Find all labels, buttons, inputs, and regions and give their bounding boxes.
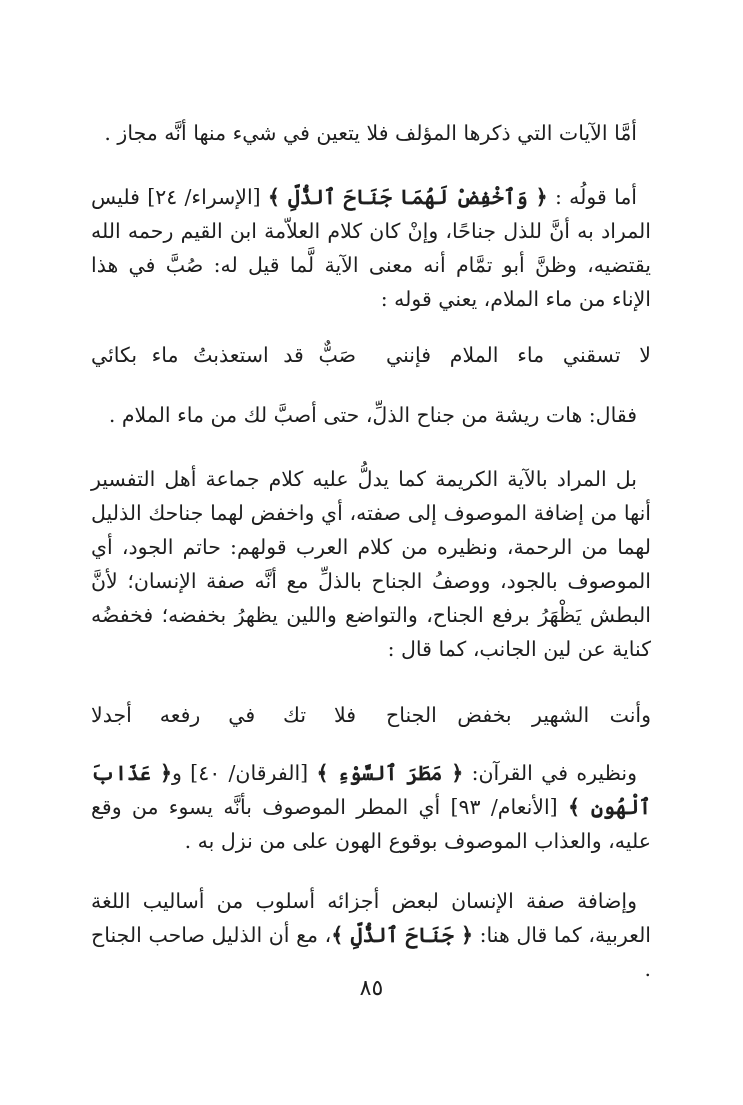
paragraph-6-body: ، مع أن الذليل صاحب الجناح .: [91, 923, 651, 981]
paragraph-5-lead: ونظيره في القرآن:: [463, 761, 637, 785]
page-number: ٨٥: [359, 976, 384, 1001]
paragraph-4-text: بل المراد بالآية الكريمة كما يدلُّ عليه كلام جماعة أهل التفسير أنها من إضافة الموصوف إلى صفته، أي واخفض لهما جناحك الذليل لهما من الرحمة، ونظيره من كلام العرب قولهم: حاتم الجود، أي الموصوف بالجود، ووصفُ الجناح بالذلِّ مع أنَّه صفة الإنسان؛ لأنَّ البطش يَظْهَرُ برفع الجناح، والتواضع واللين يظهرُ بخفضه؛ فخفضُه كناية عن لين الجانب، كما قال :: [91, 467, 651, 661]
paragraph-3: [91, 398, 651, 432]
verse-2-first-hemistich: وأنت الشهير بخفض الجناح: [386, 703, 651, 727]
paragraph-5-ref: [الفرقان/ ٤٠] و: [171, 761, 317, 785]
paragraph-5-body: [الأنعام/ ٩٣] أي المطر الموصوف بأنَّه يسوء من وقع عليه، والعذاب الموصوف بوقوع الهون على من نزل به .: [91, 795, 651, 853]
paragraph-6-lead: وإضافة صفة الإنسان لبعض أجزائه أسلوب من أساليب اللغة العربية، كما قال هنا:: [91, 889, 652, 947]
quran-quote: ﴿ عَذَابَ ٱلْهُونِ ﴾: [91, 761, 651, 819]
paragraph-6: [91, 884, 651, 986]
paragraph-2-lead: أما قولُه :: [547, 185, 637, 209]
paragraph-5: [91, 756, 651, 858]
quran-quote: ﴿ مَطَرَ ٱلسَّوْءِ ﴾: [316, 761, 464, 785]
paragraph-2-body: [الإسراء/ ٢٤] فليس المراد به أنَّ للذل جناحًا، وإنْ كان كلام العلاّمة ابن القيم رحمه الله يقتضيه، وظنَّ أبو تمَّام أنه معنى الآية لَّما قيل له: صُبَّ في هذا الإناء من ماء الملام، يعني قوله :: [91, 185, 651, 311]
paragraph-4: [91, 462, 651, 666]
paragraph-1-text: أمَّا الآيات التي ذكرها المؤلف فلا يتعين في شيء منها أنَّه مجاز .: [104, 121, 637, 145]
poetry-verse-1: [91, 338, 651, 372]
verse-1-first-hemistich: لا تسقني ماء الملام فإنني: [386, 343, 651, 367]
paragraph-2: [91, 180, 651, 316]
quran-quote: ﴿ جَنَاحَ ٱلذُّلِّ ﴾: [331, 923, 474, 947]
quran-quote: ﴿ وَٱخْفِضْ لَهُمَا جَنَاحَ ٱلذُّلِّ ﴾: [267, 185, 548, 209]
verse-2-second-hemistich: فلا تك في رفعه أجدلا: [91, 703, 356, 727]
paragraph-3-text: فقال: هات ريشة من جناح الذلِّ، حتى أصبَّ لك من ماء الملام .: [108, 403, 637, 427]
paragraph-1: [91, 116, 651, 150]
poetry-verse-2: [91, 698, 651, 732]
verse-1-second-hemistich: صَبٌّ قد استعذبتُ ماء بكائي: [91, 343, 356, 367]
